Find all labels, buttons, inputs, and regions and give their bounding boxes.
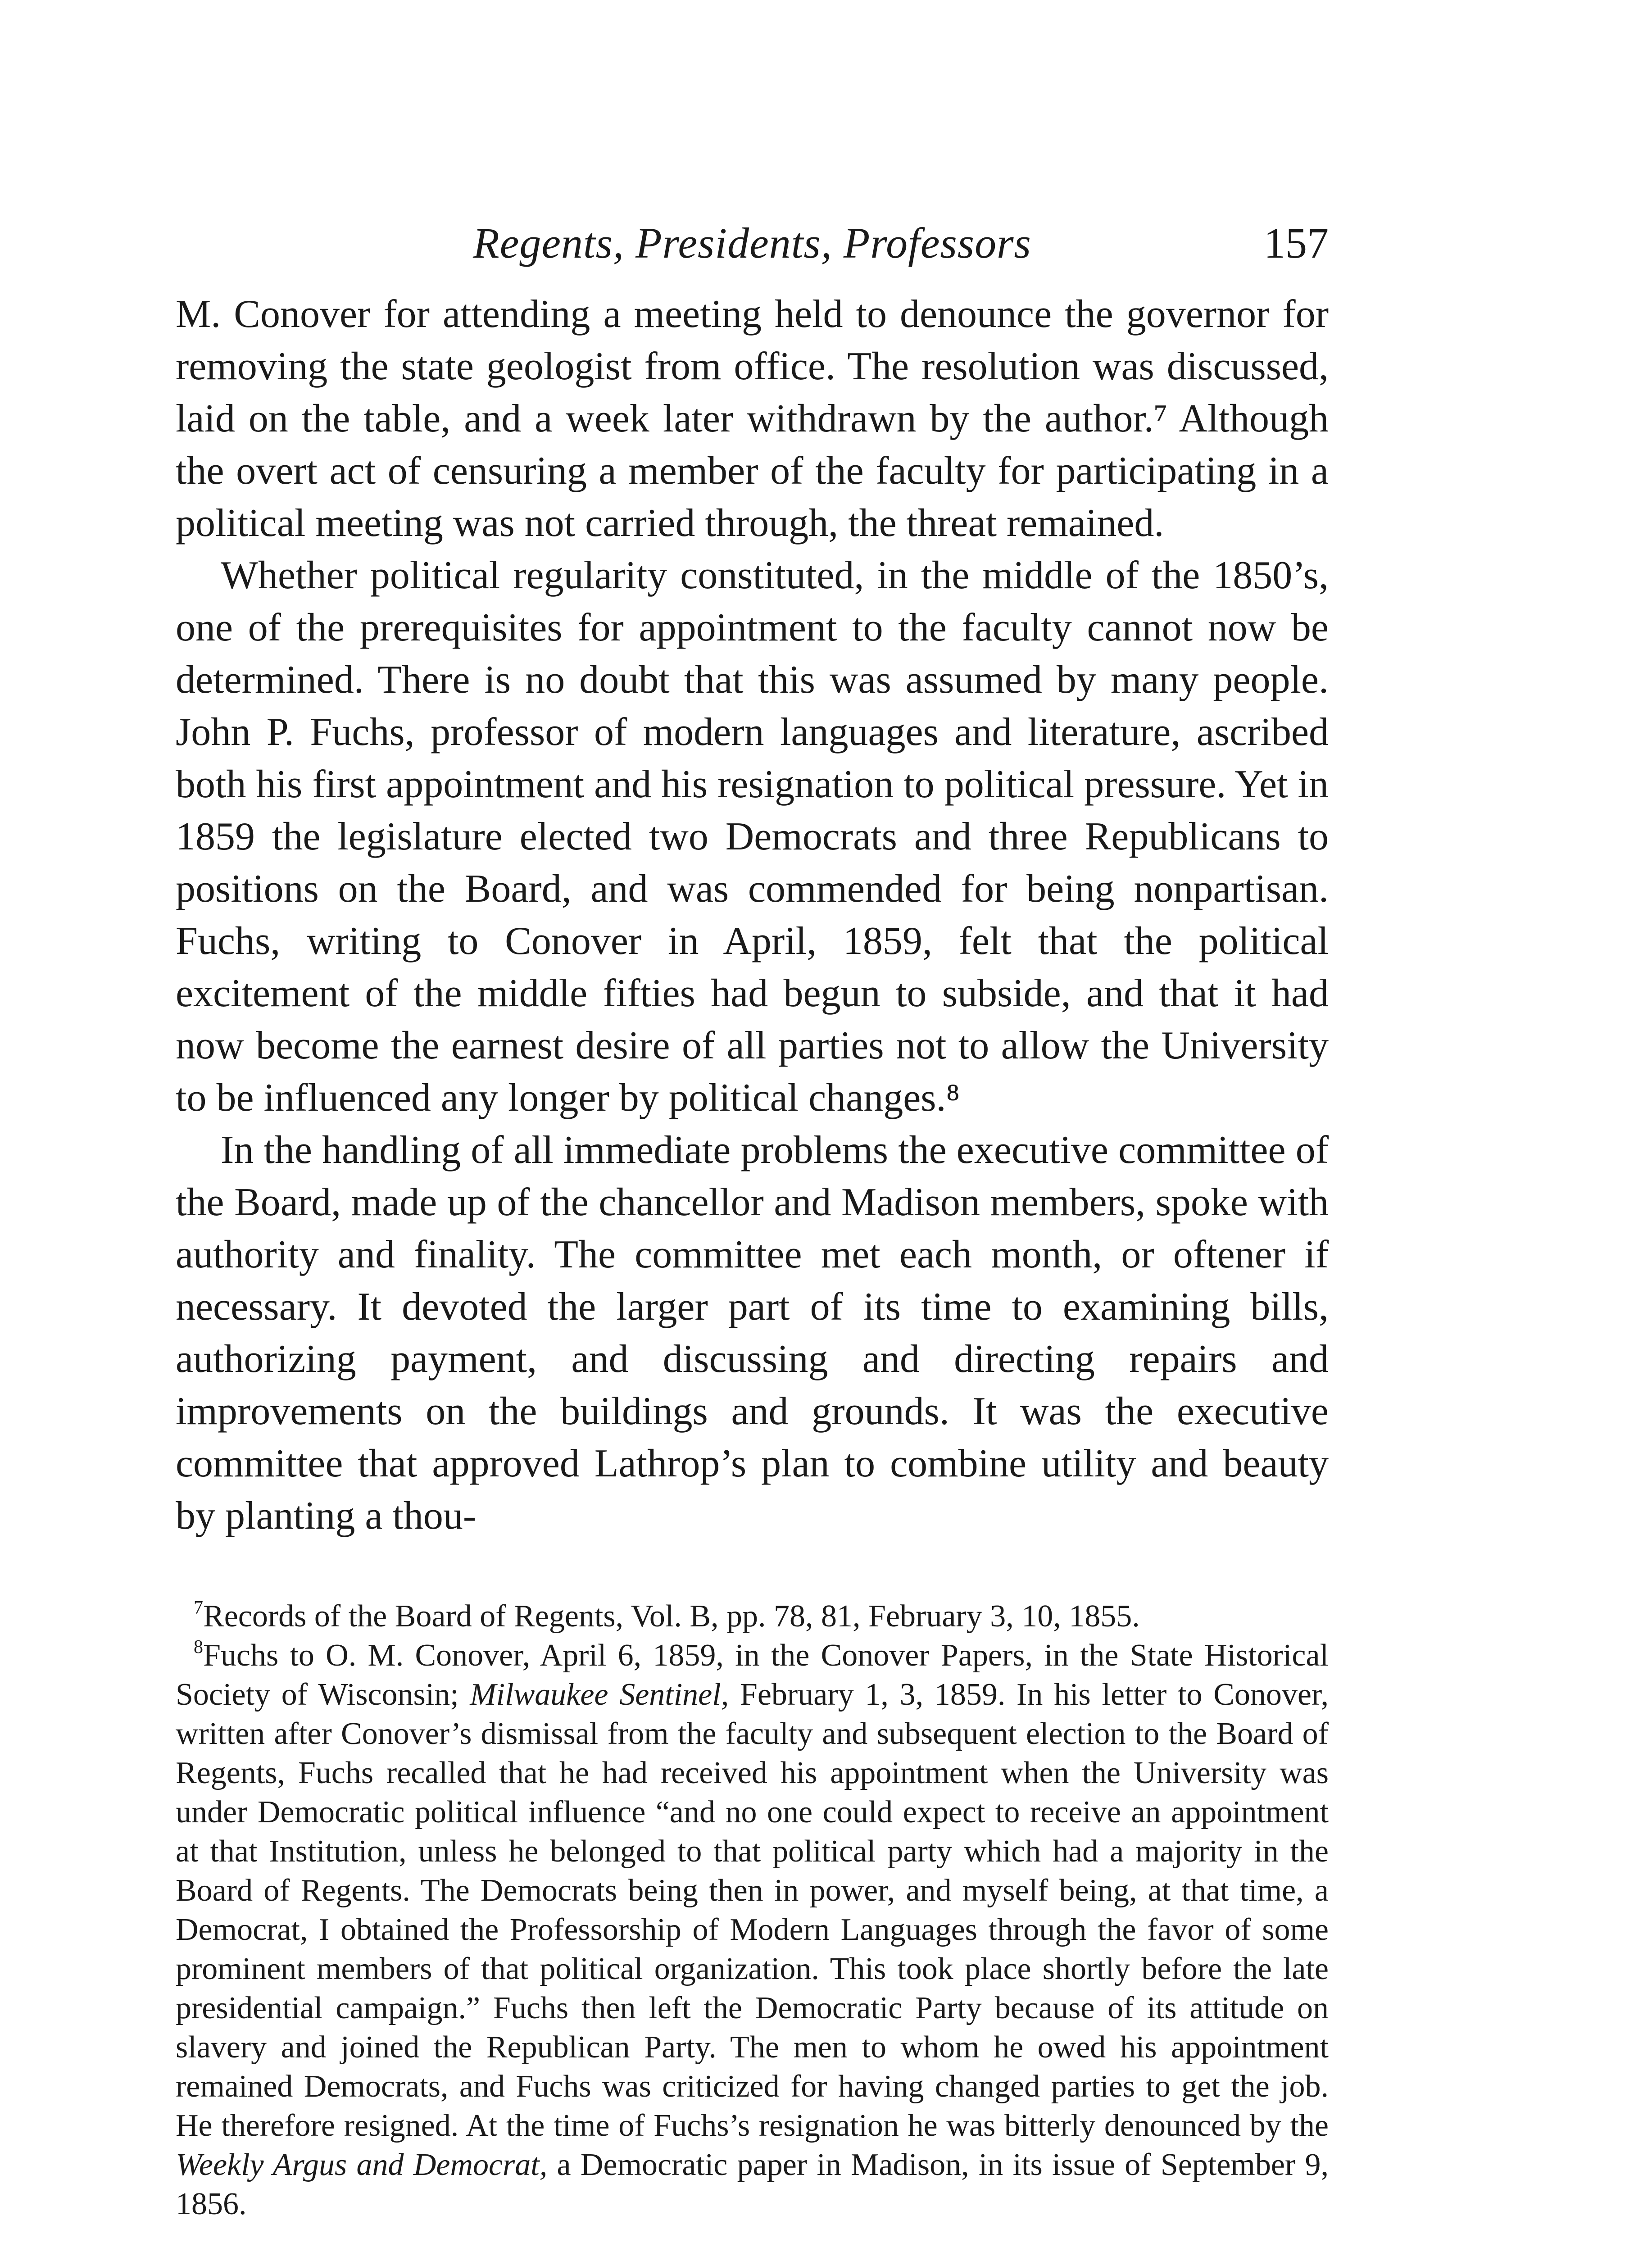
page-number: 157 <box>1264 219 1329 267</box>
footnote-8-newspaper-title-2: Weekly Argus and Democrat, <box>176 2148 548 2182</box>
footnote-8-mark: 8 <box>194 1637 203 1657</box>
footnote-8-text-part-3: a Democratic paper in Madison, in its issue of September 9, 1856. <box>176 2148 1329 2221</box>
running-head: Regents, Presidents, Professors <box>473 219 1031 267</box>
footnote-7-text: Records of the Board of Regents, Vol. B, pp. 78, 81, February 3, 10, 1855. <box>203 1599 1140 1634</box>
footnote-7-mark: 7 <box>194 1598 203 1618</box>
footnote-8-newspaper-title-1: Milwaukee Sentinel, <box>470 1677 729 1712</box>
footnotes <box>176 1597 1329 2224</box>
paragraph-2: Whether political regularity constituted, in the middle of the 1850’s, one of the prerequisites for appointment to the faculty cannot now be determined. There is no doubt that this was assumed by many people. John P. Fuchs, professor of modern languages and literature, ascribed both his first appointment and his resignation to political pressure. Yet in 1859 the legislature elected two Democrats and three Republicans to positions on the Board, and was commended for being nonpartisan. Fuchs, writing to Conover in April, 1859, felt that the political excitement of the middle fifties had begun to subside, and that it had now become the earnest desire of all parties not to allow the University to be influenced any longer by political changes.⁸ <box>176 554 1329 1120</box>
paragraph-3: In the handling of all immediate problems the executive committee of the Board, made up of the chancellor and Madison members, spoke with authority and finality. The committee met each month, or oftener if necessary. It devoted the larger part of its time to examining bills, authorizing payment, and discussing and directing repairs and improvements on the buildings and grounds. It was the executive committee that approved Lathrop’s plan to combine utility and beauty by planting a thou- <box>176 1128 1329 1538</box>
footnote-8 <box>176 1636 1329 2224</box>
page-header <box>176 212 1329 275</box>
footnote-8-text-part-1: Fuchs to O. M. Conover, April 6, 1859, in the Conover Papers, in the State Historical Society of Wisconsin; <box>176 1638 1329 1712</box>
paragraph-1: M. Conover for attending a meeting held to denounce the governor for removing the state geologist from office. The resolution was discussed, laid on the table, and a week later withdrawn by the author.⁷ Although the overt act of censuring a member of the faculty for participating in a political meeting was not carried through, the threat remained. <box>176 292 1329 545</box>
footnote-8-text-part-2: February 1, 3, 1859. In his letter to Conover, written after Conover’s dismissal from the faculty and subsequent election to the Board of Regents, Fuchs recalled that he had received his appointment when the University was under Democratic political influence “and no one could expect to receive an appointment at that Institution, unless he belonged to that political party which had a majority in the Board of Regents. The Democrats being then in power, and myself being, at that time, a Democrat, I obtained the Professorship of Modern Languages through the favor of some prominent members of that political organization. This took place shortly before the late presidential campaign.” Fuchs then left the Democratic Party because of its attitude on slavery and joined the Republican Party. The men to whom he owed his appointment remained Democrats, and Fuchs was criticized for having changed parties to get the job. He therefore resigned. At the time of Fuchs’s resignation he was bitterly denounced by the <box>176 1677 1329 2143</box>
footnote-7 <box>176 1597 1329 1636</box>
body-text <box>176 288 1329 1542</box>
